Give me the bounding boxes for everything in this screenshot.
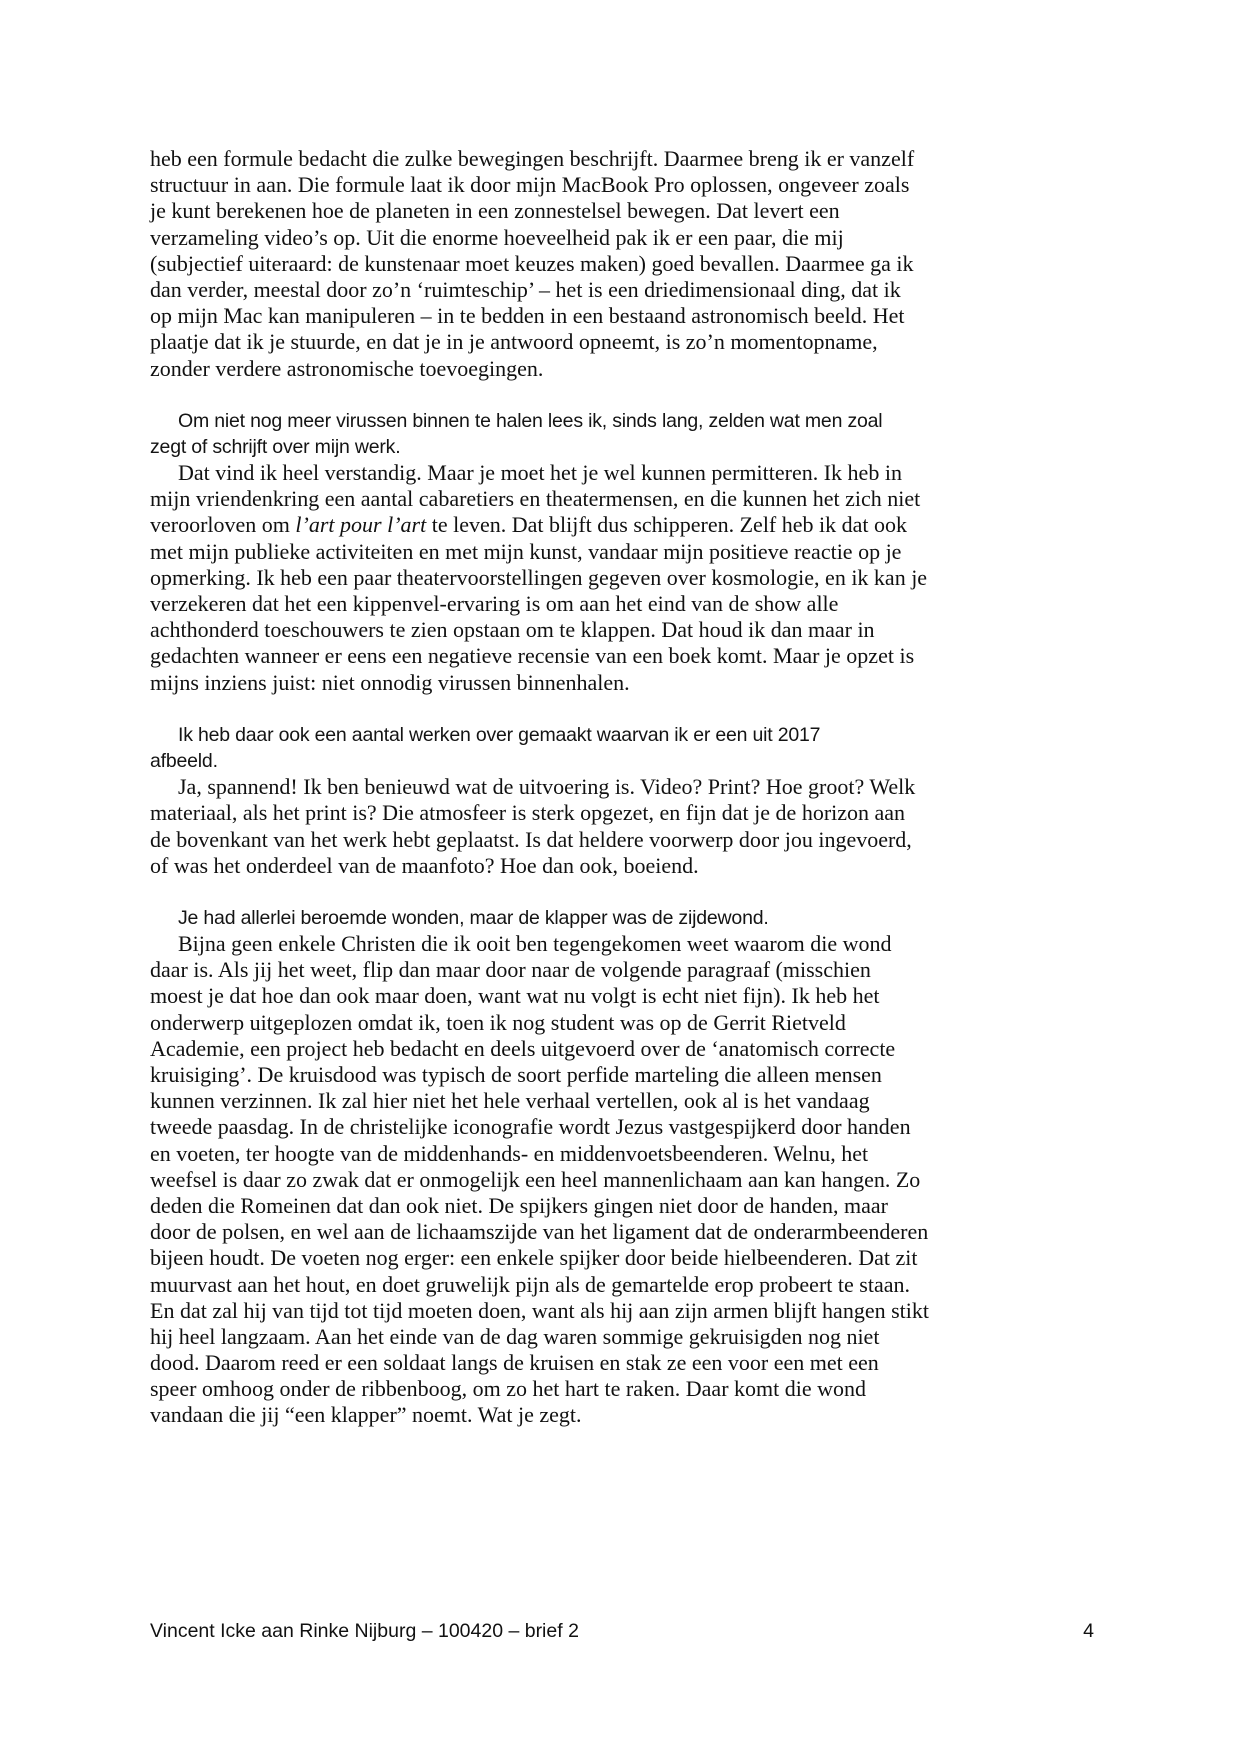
text-line: dood. Daarom reed er een soldaat langs de kruisen en stak ze een voor een met een — [150, 1350, 879, 1376]
italic-phrase: l’art pour l’art — [295, 512, 427, 538]
text-line: (subjectief uiteraard: de kunstenaar moet keuzes maken) goed bevallen. Daarmee ga ik — [150, 250, 914, 276]
paragraph-gap — [150, 696, 1050, 722]
text-line: moest je dat hoe dan ook maar doen, want wat nu volgt is echt niet fijn). Ik heb het — [150, 983, 880, 1009]
text-line: deden die Romeinen dat dan ook niet. De spijkers gingen niet door de handen, maar — [150, 1192, 889, 1218]
quoted-paragraph-1 — [150, 408, 1050, 460]
text-line: of was het onderdeel van de maanfoto? Hoe dan ook, boeiend. — [150, 852, 699, 878]
text-line: En dat zal hij van tijd tot tijd moeten doen, want als hij aan zijn armen blijft hangen stikt — [150, 1297, 929, 1323]
text-line: vandaan die jij “een klapper” noemt. Wat je zegt. — [150, 1402, 582, 1428]
text-line: en voeten, ter hoogte van de middenhands- en middenvoetsbeenderen. Welnu, het — [150, 1140, 869, 1166]
reply-paragraph-1 — [150, 146, 1050, 382]
text-line: plaatje dat ik je stuurde, en dat je in je antwoord opneemt, is zo’n momentopname, — [150, 329, 878, 355]
text-line: hij heel langzaam. Aan het einde van de dag waren sommige gekruisigden nog niet — [150, 1323, 880, 1349]
text-line: mijn vriendenkring een aantal cabaretiers en theatermensen, en die kunnen het zich niet — [150, 486, 921, 512]
letter-body — [150, 146, 1050, 1429]
text-line: op mijn Mac kan manipuleren – in te bedden in een bestaand astronomisch beeld. Het — [150, 303, 905, 329]
text-line: achthonderd toeschouwers te zien opstaan om te klappen. Dat houd ik dan maar in — [150, 617, 875, 643]
text-line: onderwerp uitgeplozen omdat ik, toen ik nog student was op de Gerrit Rietveld — [150, 1009, 846, 1035]
text-line: je kunt berekenen hoe de planeten in een zonnestelsel bewegen. Dat levert een — [150, 198, 840, 224]
text-line: bijeen houdt. De voeten nog erger: een enkele spijker door beide hielbeenderen. Dat zit — [150, 1245, 918, 1271]
quote-line: afbeeld. — [150, 749, 218, 772]
quote-line: Je had allerlei beroemde wonden, maar de klapper was de zijdewond. — [178, 906, 769, 929]
text-line: mijns inziens juist: niet onnodig virussen binnenhalen. — [150, 669, 630, 695]
reply-paragraph-3 — [150, 774, 1050, 879]
text-line: opmerking. Ik heb een paar theatervoorstellingen gegeven over kosmologie, en ik kan je — [150, 564, 928, 590]
text-line: Bijna geen enkele Christen die ik ooit ben tegengekomen weet waarom die wond — [178, 931, 892, 957]
text-line: structuur in aan. Die formule laat ik door mijn MacBook Pro oplossen, ongeveer zoals — [150, 172, 910, 198]
paragraph-gap — [150, 382, 1050, 408]
text-line: Academie, een project heb bedacht en deels uitgevoerd over de ‘anatomisch correcte — [150, 1035, 896, 1061]
footer-title: Vincent Icke aan Rinke Nijburg – 100420 – brief 2 — [150, 1619, 579, 1642]
quoted-paragraph-3 — [150, 905, 1050, 931]
text-line: kruisiging’. De kruisdood was typisch de soort perfide marteling die alleen mensen — [150, 1062, 882, 1087]
text-line: speer omhoog onder de ribbenboog, om zo het hart te raken. Daar komt die wond — [150, 1376, 867, 1402]
quote-line: Ik heb daar ook een aantal werken over gemaakt waarvan ik er een uit 2017 — [178, 723, 821, 746]
text-line: Dat vind ik heel verstandig. Maar je moet het je wel kunnen permitteren. Ik heb in — [178, 460, 902, 486]
paragraph-gap — [150, 879, 1050, 905]
quote-line: Om niet nog meer virussen binnen te halen lees ik, sinds lang, zelden wat men zoal — [178, 409, 883, 432]
text-line: weefsel is daar zo zwak dat er onmogelijk een heel mannenlichaam aan kan hangen. Zo — [150, 1166, 921, 1192]
page-footer — [150, 1616, 1094, 1646]
text-line: verzameling video’s op. Uit die enorme hoeveelheid pak ik er een paar, die mij — [150, 224, 844, 250]
text-line: muurvast aan het hout, en doet gruwelijk pijn als de gemartelde erop probeert te staan. — [150, 1271, 910, 1297]
text-line: tweede paasdag. In de christelijke iconografie wordt Jezus vastgespijkerd door handen — [150, 1114, 911, 1140]
reply-paragraph-4 — [150, 931, 1050, 1429]
text-line: kunnen verzinnen. Ik zal hier niet het hele verhaal vertellen, ook al is het vandaag — [150, 1088, 870, 1114]
text-line: materiaal, als het print is? Die atmosfeer is sterk opgezet, en fijn dat je de horizon aan — [150, 800, 906, 826]
text-line: verzekeren dat het een kippenvel-ervaring is om aan het eind van de show alle — [150, 591, 839, 616]
quoted-paragraph-2 — [150, 722, 1050, 774]
text-line: dan verder, meestal door zo’n ‘ruimteschip’ – het is een driedimensionaal ding, dat ik — [150, 276, 901, 302]
reply-paragraph-2 — [150, 460, 1050, 696]
text-line-with-italic: veroorloven om l’art pour l’art te leven. Dat blijft dus schipperen. Zelf heb ik dat ook — [150, 512, 908, 538]
text-line: de bovenkant van het werk hebt geplaatst. Is dat heldere voorwerp door jou ingevoerd, — [150, 826, 912, 852]
text-line: daar is. Als jij het weet, flip dan maar door naar de volgende paragraaf (misschien — [150, 957, 871, 983]
text-line: zonder verdere astronomische toevoegingen. — [150, 355, 544, 381]
text-line: door de polsen, en wel aan de lichaamszijde van het ligament dat de onderarmbeenderen — [150, 1219, 929, 1245]
text-line: gedachten wanneer er eens een negatieve recensie van een boek komt. Maar je opzet is — [150, 643, 915, 669]
text-line: heb een formule bedacht die zulke bewegingen beschrijft. Daarmee breng ik er vanzelf — [150, 146, 915, 171]
text-line: met mijn publieke activiteiten en met mijn kunst, vandaar mijn positieve reactie op je — [150, 538, 902, 564]
quote-line: zegt of schrijft over mijn werk. — [150, 435, 401, 458]
text-line: Ja, spannend! Ik ben benieuwd wat de uitvoering is. Video? Print? Hoe groot? Welk — [178, 774, 916, 800]
page-number: 4 — [1083, 1619, 1094, 1642]
